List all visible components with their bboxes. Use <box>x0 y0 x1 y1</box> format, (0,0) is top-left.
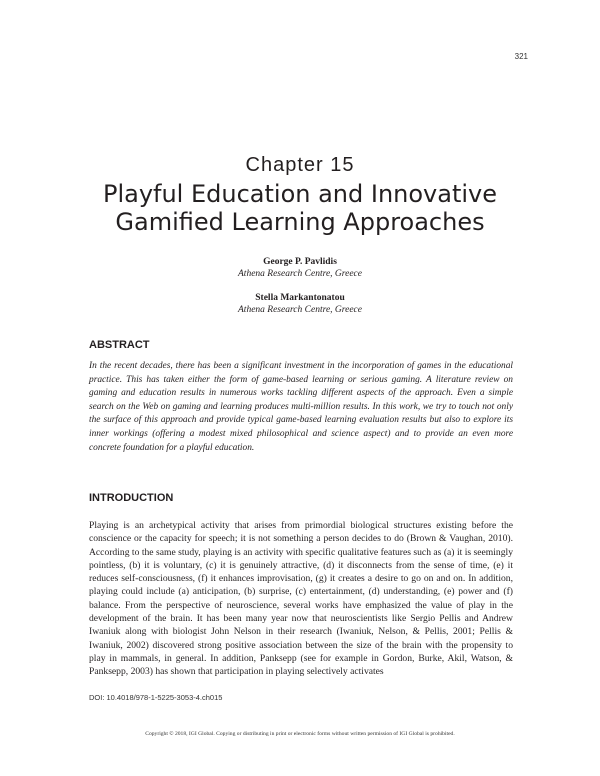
author-block <box>0 292 600 316</box>
introduction-heading: INTRODUCTION <box>89 492 174 504</box>
page-number: 321 <box>514 52 528 61</box>
copyright-notice: Copyright © 2018, IGI Global. Copying or distributing in print or electronic forms without written permission of IGI Global is prohibited. <box>145 731 455 737</box>
author-affiliation: Athena Research Centre, Greece <box>238 269 362 279</box>
introduction-text: Playing is an archetypical activity that arises from primordial biological structures existing before the conscience or the capacity for speech; it is not something a person decides to do (Brown & Vaughan, 2010). According to the same study, playing is an activity with specific qualitative features such as (a) it is seemingly pointless, (b) it is voluntary, (c) it is genuinely attractive, (d) it disconnects from the sense of time, (e) it reduces self-consciousness, (f) it enhances improvisation, (g) it creates a desire to go on and on. In addition, playing could include (a) anticipation, (b) surprise, (c) entertainment, (d) understanding, (e) power and (f) balance. From the perspective of neuroscience, several works have emphasized the value of play in the development of the brain. It has been many year now that neuroscientists like Sergio Pellis and Andrew Iwaniuk along with biologist John Nelson in their research (Iwaniuk, Nelson, & Pellis, 2001; Pellis & Iwaniuk, 2002) discovered strong positive association between the size of the brain with the propensity to play in mammals, in general. In addition, Panksepp (see for example in Gordon, Burke, Akil, Watson, & Panksepp, 2003) has shown that participation in playing selectively activates <box>89 520 513 678</box>
doi-line: DOI: 10.4018/978-1-5225-3053-4.ch015 <box>89 693 223 702</box>
chapter-title <box>60 180 540 236</box>
abstract-heading: ABSTRACT <box>89 339 150 351</box>
title-line: Playful Education and Innovative <box>102 180 498 208</box>
author-block <box>0 256 600 280</box>
title-line: Gamified Learning Approaches <box>115 208 485 236</box>
author-name: Stella Markantonatou <box>255 293 345 303</box>
chapter-label: Chapter 15 <box>245 154 355 176</box>
abstract-text: In the recent decades, there has been a significant investment in the incorporation of games in the educational practice. This has taken either the form of game-based learning or serious gaming. A literature review on gaming and education results in numerous works tackling different aspects of the approach. Even a simple search on the Web on gaming and learning produces multi-million results. In this work, we try to touch not only the surface of this approach and provide typical game-based learning evaluation results but also to explore its inner workings (offering a modest mixed philosophical and science aspect) and to provide an even more concrete foundation for a playful education. <box>89 361 513 453</box>
author-affiliation: Athena Research Centre, Greece <box>238 305 362 315</box>
author-name: George P. Pavlidis <box>263 257 337 267</box>
